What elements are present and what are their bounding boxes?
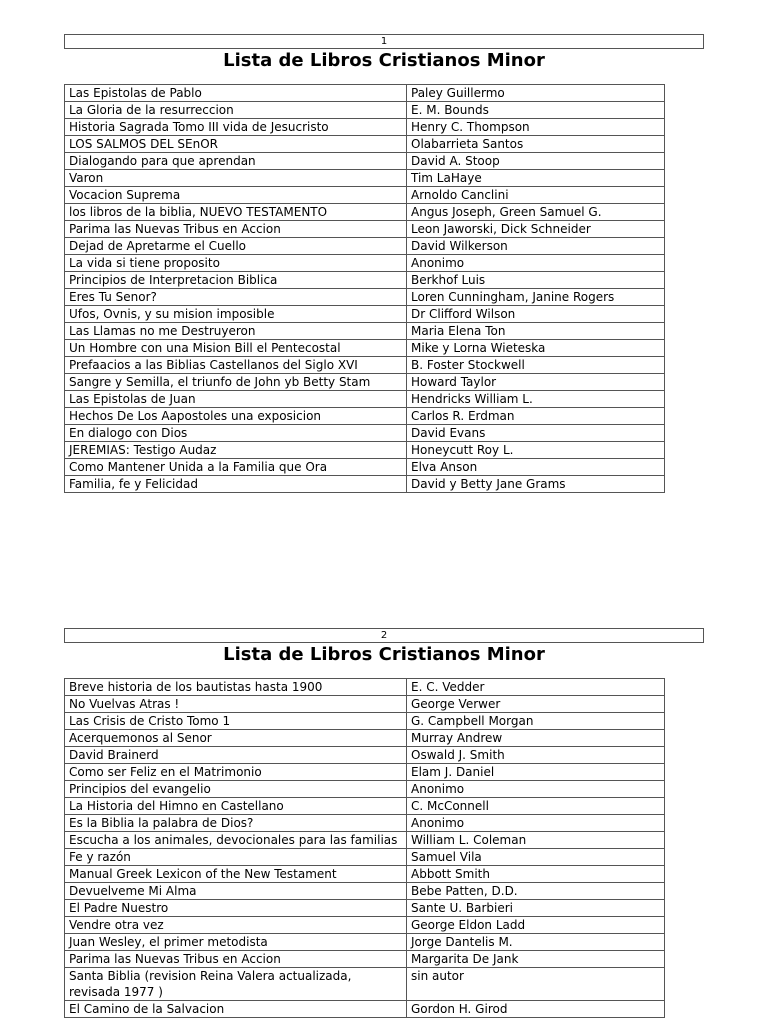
book-title-cell: Hechos De Los Aapostoles una exposicion	[65, 408, 407, 425]
book-title-cell: La vida si tiene proposito	[65, 255, 407, 272]
book-title-cell: La Gloria de la resurreccion	[65, 102, 407, 119]
book-author-cell: Sante U. Barbieri	[407, 900, 665, 917]
book-author-cell: Elam J. Daniel	[407, 764, 665, 781]
book-title-cell: El Padre Nuestro	[65, 900, 407, 917]
table-row	[65, 408, 665, 425]
book-title-cell: Acerquemonos al Senor	[65, 730, 407, 747]
table-row	[65, 119, 665, 136]
table-row	[65, 340, 665, 357]
book-title-cell: Como ser Feliz en el Matrimonio	[65, 764, 407, 781]
table-row	[65, 272, 665, 289]
book-title-cell: Historia Sagrada Tomo III vida de Jesucristo	[65, 119, 407, 136]
book-title-cell: Devuelveme Mi Alma	[65, 883, 407, 900]
book-title-cell: No Vuelvas Atras !	[65, 696, 407, 713]
book-title-cell: Fe y razón	[65, 849, 407, 866]
table-row	[65, 798, 665, 815]
book-author-cell: Hendricks William L.	[407, 391, 665, 408]
book-title-cell: Las Epistolas de Pablo	[65, 85, 407, 102]
book-author-cell: Carlos R. Erdman	[407, 408, 665, 425]
table-row	[65, 391, 665, 408]
book-author-cell: Berkhof Luis	[407, 272, 665, 289]
book-author-cell: Paley Guillermo	[407, 85, 665, 102]
book-title-cell: Las Llamas no me Destruyeron	[65, 323, 407, 340]
table-row	[65, 374, 665, 391]
book-title-cell: Principios del evangelio	[65, 781, 407, 798]
book-author-cell: George Eldon Ladd	[407, 917, 665, 934]
book-author-cell: sin autor	[407, 968, 665, 1001]
book-title-cell: Vocacion Suprema	[65, 187, 407, 204]
table-row	[65, 781, 665, 798]
book-title-cell: Un Hombre con una Mision Bill el Pentecostal	[65, 340, 407, 357]
book-title-cell: En dialogo con Dios	[65, 425, 407, 442]
book-author-cell: Anonimo	[407, 815, 665, 832]
table-row	[65, 323, 665, 340]
book-author-cell: David Wilkerson	[407, 238, 665, 255]
table-row	[65, 136, 665, 153]
book-author-cell: Jorge Dantelis M.	[407, 934, 665, 951]
table-row	[65, 883, 665, 900]
book-author-cell: David Evans	[407, 425, 665, 442]
page-number: 2	[380, 630, 388, 641]
table-row	[65, 459, 665, 476]
table-row	[65, 221, 665, 238]
book-title-cell: Es la Biblia la palabra de Dios?	[65, 815, 407, 832]
book-title-cell: Prefaacios a las Biblias Castellanos del Siglo XVI	[65, 357, 407, 374]
book-title-cell: Eres Tu Senor?	[65, 289, 407, 306]
book-author-cell: B. Foster Stockwell	[407, 357, 665, 374]
table-row	[65, 153, 665, 170]
table-row	[65, 357, 665, 374]
book-author-cell: George Verwer	[407, 696, 665, 713]
table-row	[65, 815, 665, 832]
book-title-cell: Familia, fe y Felicidad	[65, 476, 407, 493]
book-author-cell: Murray Andrew	[407, 730, 665, 747]
page-number-box	[64, 34, 704, 49]
table-row	[65, 747, 665, 764]
book-author-cell: Bebe Patten, D.D.	[407, 883, 665, 900]
book-title-cell: Escucha a los animales, devocionales para las familias	[65, 832, 407, 849]
table-row	[65, 238, 665, 255]
table-row	[65, 255, 665, 272]
book-title-cell: LOS SALMOS DEL SEnOR	[65, 136, 407, 153]
page-title: Lista de Libros Cristianos Minor	[223, 644, 545, 665]
book-title-cell: Varon	[65, 170, 407, 187]
book-author-cell: Samuel Vila	[407, 849, 665, 866]
table-row	[65, 917, 665, 934]
book-title-cell: Manual Greek Lexicon of the New Testament	[65, 866, 407, 883]
table-row	[65, 934, 665, 951]
table-row	[65, 204, 665, 221]
table-row	[65, 696, 665, 713]
page-number: 1	[380, 36, 388, 47]
table-row	[65, 832, 665, 849]
book-author-cell: Arnoldo Canclini	[407, 187, 665, 204]
table-row	[65, 85, 665, 102]
book-author-cell: Olabarrieta Santos	[407, 136, 665, 153]
table-row	[65, 866, 665, 883]
book-title-cell: JEREMIAS: Testigo Audaz	[65, 442, 407, 459]
book-author-cell: Henry C. Thompson	[407, 119, 665, 136]
book-title-cell: Dejad de Apretarme el Cuello	[65, 238, 407, 255]
book-author-cell: E. M. Bounds	[407, 102, 665, 119]
book-title-cell: Juan Wesley, el primer metodista	[65, 934, 407, 951]
book-title-cell: Vendre otra vez	[65, 917, 407, 934]
book-author-cell: Anonimo	[407, 255, 665, 272]
table-row	[65, 679, 665, 696]
book-title-cell: Parima las Nuevas Tribus en Accion	[65, 221, 407, 238]
book-title-cell: Ufos, Ovnis, y su mision imposible	[65, 306, 407, 323]
page-number-box	[64, 628, 704, 643]
book-title-cell: Las Epistolas de Juan	[65, 391, 407, 408]
book-author-cell: David A. Stoop	[407, 153, 665, 170]
table-row	[65, 764, 665, 781]
book-title-cell: Parima las Nuevas Tribus en Accion	[65, 951, 407, 968]
book-title-cell: Como Mantener Unida a la Familia que Ora	[65, 459, 407, 476]
book-table	[64, 84, 665, 493]
book-author-cell: Gordon H. Girod	[407, 1001, 665, 1018]
book-author-cell: Howard Taylor	[407, 374, 665, 391]
table-row	[65, 442, 665, 459]
book-author-cell: Oswald J. Smith	[407, 747, 665, 764]
book-author-cell: Leon Jaworski, Dick Schneider	[407, 221, 665, 238]
table-row	[65, 170, 665, 187]
book-title-cell: Breve historia de los bautistas hasta 1900	[65, 679, 407, 696]
book-title-cell: La Historia del Himno en Castellano	[65, 798, 407, 815]
book-author-cell: Loren Cunningham, Janine Rogers	[407, 289, 665, 306]
book-author-cell: Dr Clifford Wilson	[407, 306, 665, 323]
book-author-cell: Mike y Lorna Wieteska	[407, 340, 665, 357]
table-row	[65, 900, 665, 917]
table-row	[65, 425, 665, 442]
page-title: Lista de Libros Cristianos Minor	[223, 50, 545, 71]
book-author-cell: Maria Elena Ton	[407, 323, 665, 340]
book-author-cell: Honeycutt Roy L.	[407, 442, 665, 459]
book-title-cell: El Camino de la Salvacion	[65, 1001, 407, 1018]
table-row	[65, 187, 665, 204]
table-row	[65, 849, 665, 866]
book-title-cell: Dialogando para que aprendan	[65, 153, 407, 170]
book-author-cell: William L. Coleman	[407, 832, 665, 849]
table-row	[65, 730, 665, 747]
table-row	[65, 476, 665, 493]
table-row	[65, 289, 665, 306]
book-author-cell: Margarita De Jank	[407, 951, 665, 968]
book-author-cell: Elva Anson	[407, 459, 665, 476]
table-row	[65, 102, 665, 119]
table-row	[65, 968, 665, 1001]
book-table	[64, 678, 665, 1018]
book-author-cell: G. Campbell Morgan	[407, 713, 665, 730]
table-row	[65, 951, 665, 968]
book-title-cell: David Brainerd	[65, 747, 407, 764]
table-row	[65, 1001, 665, 1018]
book-author-cell: Abbott Smith	[407, 866, 665, 883]
book-title-cell: Principios de Interpretacion Biblica	[65, 272, 407, 289]
book-author-cell: E. C. Vedder	[407, 679, 665, 696]
book-author-cell: Angus Joseph, Green Samuel G.	[407, 204, 665, 221]
book-title-cell: Sangre y Semilla, el triunfo de John yb Betty Stam	[65, 374, 407, 391]
book-author-cell: David y Betty Jane Grams	[407, 476, 665, 493]
book-author-cell: C. McConnell	[407, 798, 665, 815]
book-author-cell: Anonimo	[407, 781, 665, 798]
table-row	[65, 306, 665, 323]
table-row	[65, 713, 665, 730]
book-title-cell: Las Crisis de Cristo Tomo 1	[65, 713, 407, 730]
book-title-cell: Santa Biblia (revision Reina Valera actualizada, revisada 1977 )	[65, 968, 407, 1001]
book-title-cell: los libros de la biblia, NUEVO TESTAMENTO	[65, 204, 407, 221]
book-author-cell: Tim LaHaye	[407, 170, 665, 187]
